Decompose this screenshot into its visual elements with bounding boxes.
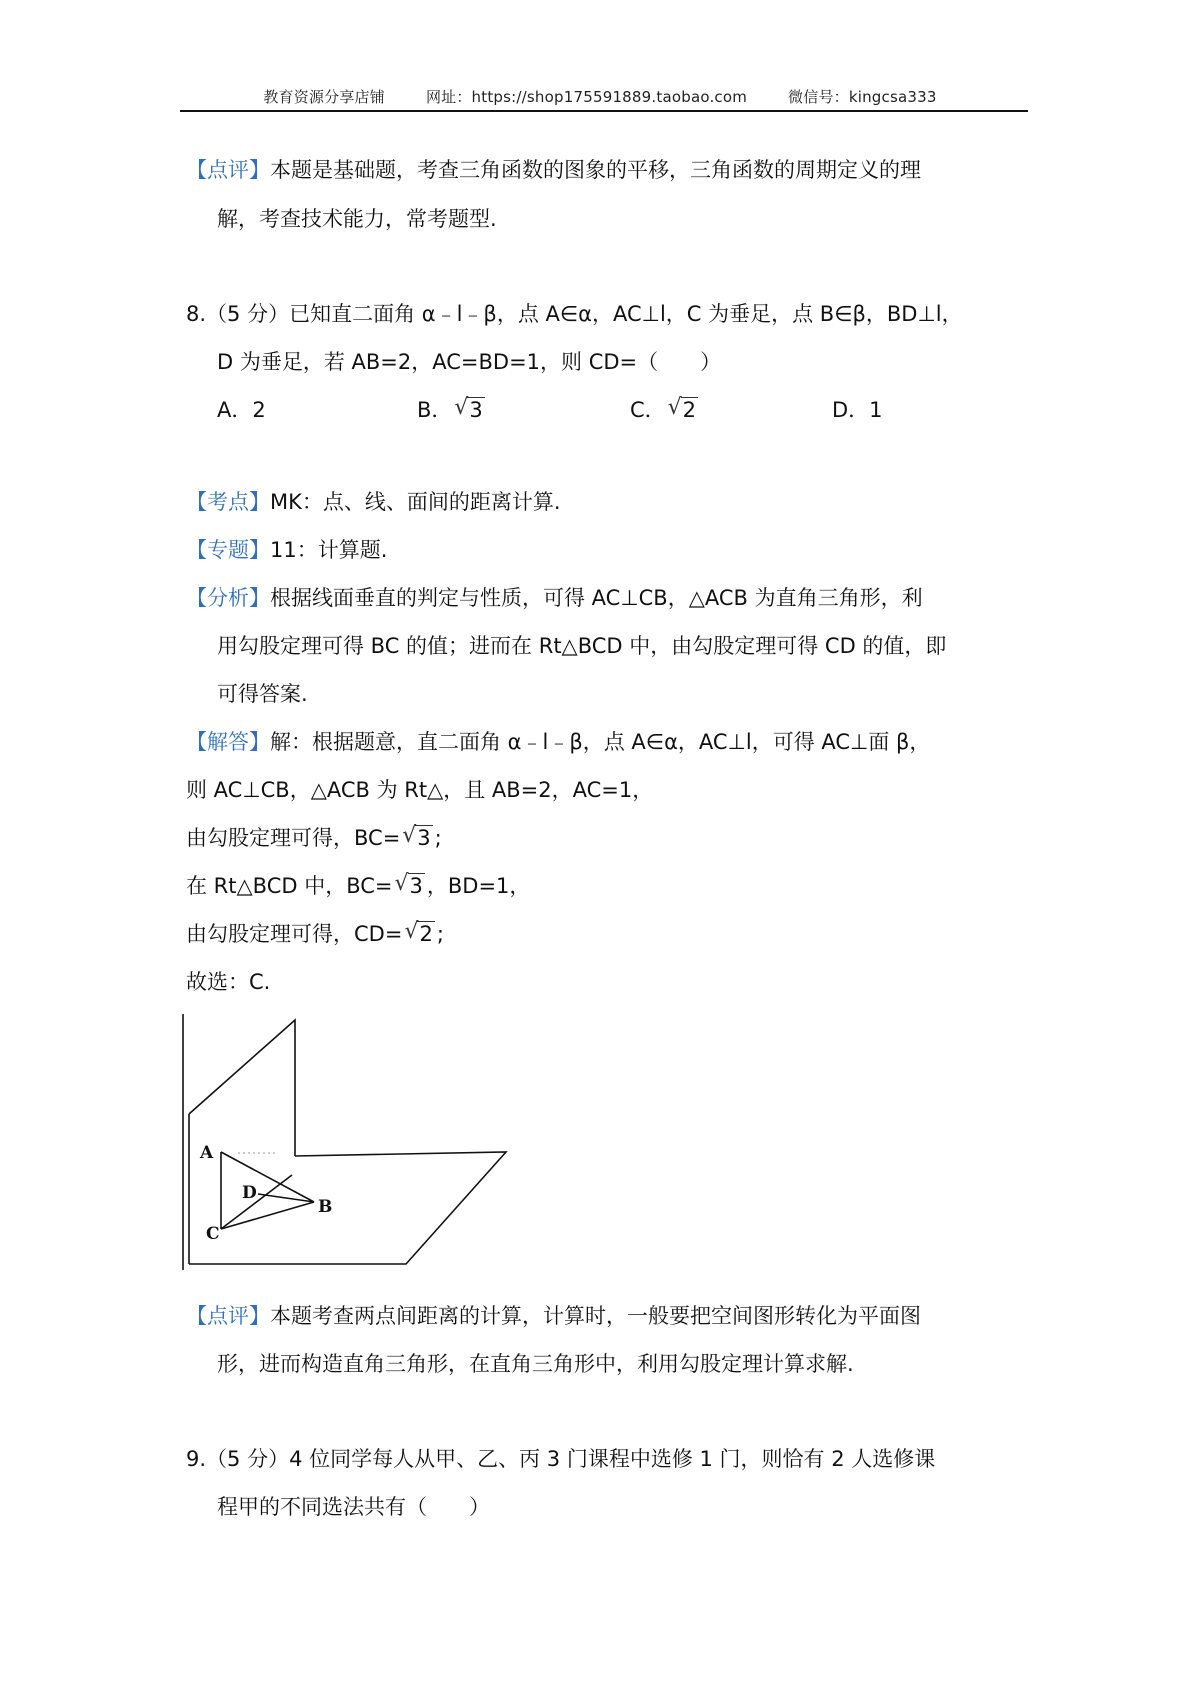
wechat-id: 微信号：kingcsa333	[788, 88, 937, 106]
option-b	[417, 395, 487, 425]
dianping-line2: 形，进而构造直角三角形，在直角三角形中，利用勾股定理计算求解.	[217, 1352, 854, 1376]
prev-comment-line1	[186, 155, 921, 185]
dianping-tag: 【点评】	[186, 1304, 270, 1328]
option-c-label: C．	[630, 398, 666, 422]
option-a-label: A．	[217, 398, 253, 422]
option-d-value: 1	[869, 398, 883, 422]
jieda-line4-end: ，BD=1，	[426, 874, 531, 898]
fenxi-text1: 根据线面垂直的判定与性质，可得 AC⊥CB，△ACB 为直角三角形，利	[270, 586, 923, 610]
jieda-tag: 【解答】	[186, 730, 270, 754]
fenxi-line1	[186, 583, 923, 613]
jieda-line5-radicand: 2	[419, 922, 433, 946]
jieda-line5-sqrt	[404, 919, 434, 949]
label-a: A	[200, 1143, 214, 1163]
option-a	[217, 395, 266, 425]
jieda-line3	[186, 823, 442, 853]
prev-comment-line2: 解，考查技术能力，常考题型.	[217, 207, 497, 231]
prev-comment-text: 本题是基础题，考查三角函数的图象的平移，三角函数的周期定义的理	[270, 158, 921, 182]
dianping-text1: 本题考查两点间距离的计算，计算时，一般要把空间图形转化为平面图	[270, 1304, 921, 1328]
kaodian-line	[186, 487, 561, 517]
dianping-line1	[186, 1301, 921, 1331]
jieda-line6: 故选：C.	[186, 970, 271, 994]
jieda-line4-sqrt	[395, 871, 425, 901]
dihedral-angle-figure	[180, 1012, 520, 1282]
kaodian-tag: 【考点】	[186, 490, 270, 514]
label-d: D	[242, 1183, 257, 1203]
label-b: B	[318, 1197, 333, 1217]
zhuanti-tag: 【专题】	[186, 538, 270, 562]
shop-name: 教育资源分享店铺	[263, 88, 385, 106]
option-d-label: D．	[832, 398, 870, 422]
question-9-line1: 9.（5 分）4 位同学每人从甲、乙、丙 3 门课程中选修 1 门，则恰有 2 人选修课	[186, 1447, 936, 1471]
question-8-line2: D 为垂足，若 AB=2，AC=BD=1，则 CD=（ ）	[217, 350, 722, 374]
jieda-line2: 则 AC⊥CB，△ACB 为 Rt△，且 AB=2，AC=1，	[186, 778, 654, 802]
jieda-line5	[186, 919, 444, 949]
zhuanti-line	[186, 535, 387, 565]
jieda-line4-text: 在 Rt△BCD 中，BC=	[186, 874, 393, 898]
option-c	[630, 395, 700, 425]
question-8-line1: 8.（5 分）已知直二面角 α﹣l﹣β，点 A∈α，AC⊥l，C 为垂足，点 B∈β，BD⊥l，	[186, 302, 963, 326]
segment-cb	[221, 1202, 314, 1229]
label-c: C	[206, 1224, 220, 1244]
plane-alpha	[189, 1020, 295, 1156]
question-9-line2: 程甲的不同选法共有（ ）	[217, 1495, 490, 1519]
option-d	[832, 395, 883, 425]
fenxi-line2: 用勾股定理可得 BC 的值；进而在 Rt△BCD 中，由勾股定理可得 CD 的值，即	[217, 634, 947, 658]
option-b-radicand: 3	[469, 398, 483, 422]
page-header	[0, 86, 1200, 107]
fenxi-tag: 【分析】	[186, 586, 270, 610]
jieda-line4-radicand: 3	[409, 874, 423, 898]
kaodian-text: MK：点、线、面间的距离计算.	[270, 490, 561, 514]
plane-beta	[189, 1152, 506, 1264]
zhuanti-text: 11：计算题.	[270, 538, 388, 562]
jieda-line4	[186, 871, 530, 901]
jieda-line1	[186, 727, 930, 757]
jieda-line3-sqrt	[402, 823, 432, 853]
shop-url: 网址：https://shop175591889.taobao.com	[425, 88, 748, 106]
option-c-radicand: 2	[682, 398, 697, 422]
option-a-value: 2	[252, 398, 266, 422]
jieda-line5-text: 由勾股定理可得，CD=	[186, 922, 403, 946]
fenxi-line3: 可得答案.	[217, 682, 308, 706]
prev-comment-tag: 【点评】	[186, 158, 270, 182]
option-b-sqrt	[454, 395, 484, 425]
header-divider	[180, 110, 1028, 112]
option-b-label: B．	[417, 398, 453, 422]
jieda-line3-text: 由勾股定理可得，BC=	[186, 826, 401, 850]
jieda-text1: 解：根据题意，直二面角 α﹣l﹣β，点 A∈α，AC⊥l，可得 AC⊥面 β，	[270, 730, 931, 754]
jieda-line3-radicand: 3	[417, 826, 431, 850]
jieda-line3-end: ;	[434, 826, 442, 850]
option-c-sqrt	[668, 395, 698, 425]
jieda-line5-end: ;	[436, 922, 444, 946]
